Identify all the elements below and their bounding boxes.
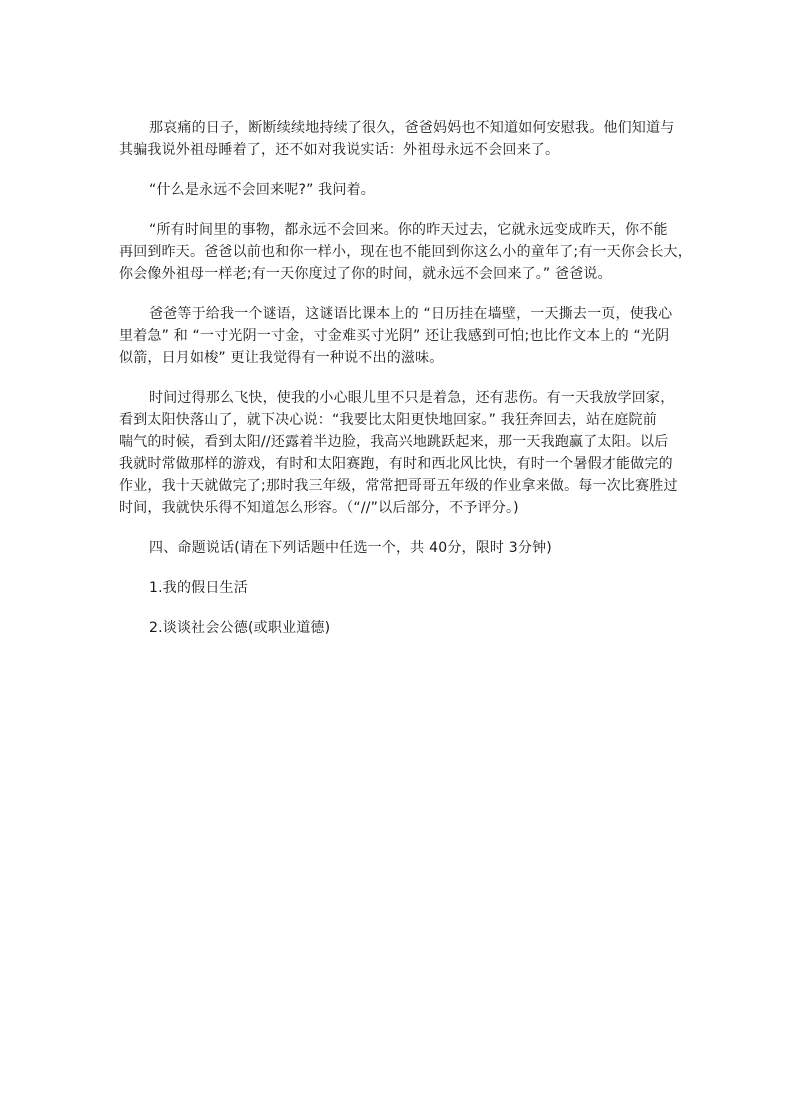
- paragraph-gap: [119, 559, 679, 577]
- topic-item: 2.谈谈社会公德(或职业道德): [149, 620, 331, 636]
- paragraph-1: [119, 117, 679, 161]
- text-line: 里着急” 和 “一寸光阴一寸金，寸金难买寸光阴” 还让我感到可怕;也比作文本上的 “光阴: [119, 328, 670, 344]
- paragraph-gap: [119, 161, 679, 179]
- text-line: 似箭，日月如梭” 更让我觉得有一种说不出的滋味。: [119, 350, 444, 366]
- text-line: 时间，我就快乐得不知道怎么形容。（“//”以后部分，不予评分。): [119, 500, 519, 516]
- section-heading: 四、命题说话(请在下列话题中任选一个，共 40分，限时 3分钟): [149, 540, 552, 556]
- text-line: 我就时常做那样的游戏，有时和太阳赛跑，有时和西北风比快，有时一个暑假才能做完的: [119, 456, 673, 472]
- text-line: 爸爸等于给我一个谜语，这谜语比课本上的 “日历挂在墙壁，一天撕去一页，使我心: [149, 306, 673, 322]
- text-line: “所有时间里的事物，都永远不会回来。你的昨天过去，它就永远变成昨天，你不能: [149, 222, 668, 238]
- paragraph-gap: [119, 519, 679, 537]
- text-line: 时间过得那么飞快，使我的小心眼儿里不只是着急，还有悲伤。有一天我放学回家，: [149, 390, 675, 406]
- paragraph-3: [119, 219, 692, 285]
- text-line: 你会像外祖母一样老;有一天你度过了你的时间，就永远不会回来了。” 爸爸说。: [119, 266, 612, 282]
- paragraph-5: [119, 387, 679, 519]
- text-line: 看到太阳快落山了，就下决心说：“我要比太阳更快地回家。” 我狂奔回去，站在庭院前: [119, 412, 657, 428]
- paragraph-4: [119, 303, 679, 369]
- text-line: 其骗我说外祖母睡着了，还不如对我说实话：外祖母永远不会回来了。: [119, 142, 560, 158]
- text-line: 喘气的时候，看到太阳//还露着半边脸，我高兴地跳跃起来，那一天我跑赢了太阳。以后: [119, 434, 669, 450]
- paragraph-gap: [119, 599, 679, 617]
- paragraph-gap: [119, 285, 679, 303]
- text-line: “什么是永远不会回来呢?” 我问着。: [149, 182, 375, 198]
- paragraph-gap: [119, 369, 679, 387]
- document-body: [119, 117, 692, 639]
- text-line: 那哀痛的日子，断断续续地持续了很久，爸爸妈妈也不知道如何安慰我。他们知道与: [149, 120, 675, 136]
- text-line: 再回到昨天。爸爸以前也和你一样小，现在也不能回到你这么小的童年了;有一天你会长大，: [119, 244, 692, 260]
- topic-item: 1.我的假日生活: [149, 580, 248, 596]
- paragraph-2: [119, 179, 679, 201]
- text-line: 作业，我十天就做完了;那时我三年级，常常把哥哥五年级的作业拿来做。每一次比赛胜过: [119, 478, 678, 494]
- paragraph-gap: [119, 201, 679, 219]
